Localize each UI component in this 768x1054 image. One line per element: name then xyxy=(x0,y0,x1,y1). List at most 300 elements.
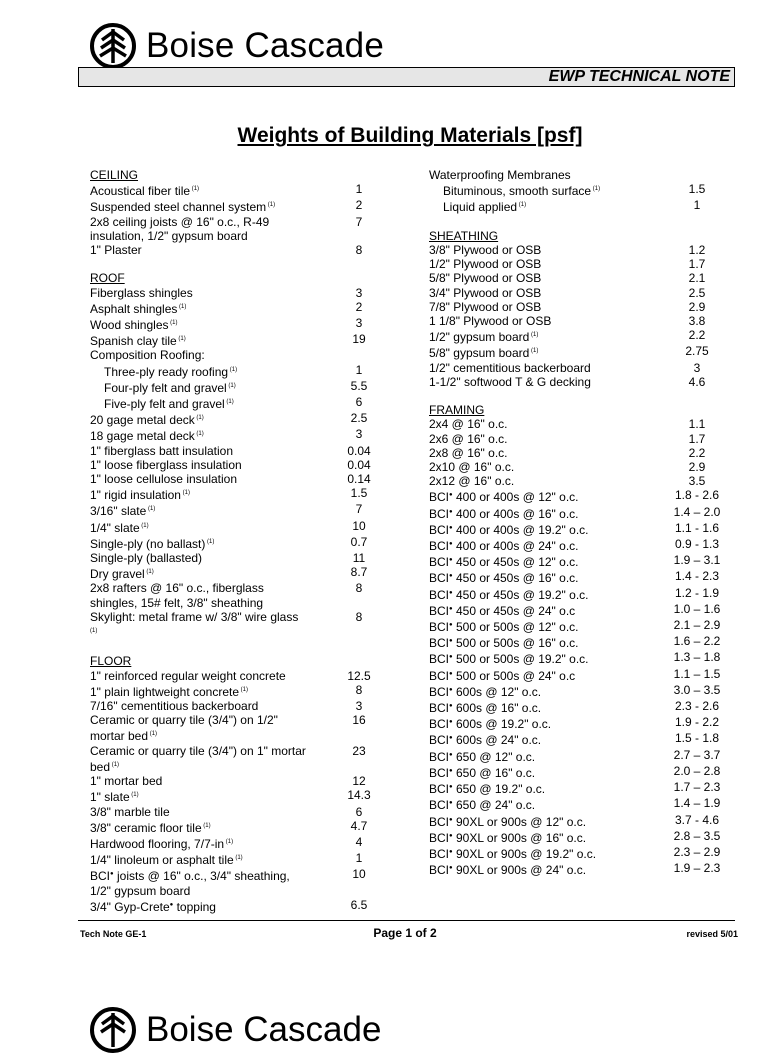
material-name xyxy=(429,271,644,285)
footnote-marker: (1) xyxy=(129,792,139,799)
material-name xyxy=(90,669,320,683)
material-label: BCI xyxy=(429,733,450,748)
section-heading: CEILING xyxy=(90,168,139,182)
material-row xyxy=(429,198,729,214)
material-name xyxy=(90,444,320,458)
material-row xyxy=(90,427,386,443)
material-label: Fiberglass shingles xyxy=(90,285,193,300)
material-row xyxy=(429,474,729,488)
weight-value: 3.5 xyxy=(688,474,706,489)
material-row xyxy=(90,411,386,427)
footnote-marker: (1) xyxy=(517,202,527,209)
material-name xyxy=(90,427,320,443)
weight-value: 1.6 – 2.2 xyxy=(673,634,721,649)
material-name xyxy=(90,411,320,427)
material-row xyxy=(429,861,729,877)
section-heading: FLOOR xyxy=(90,654,132,669)
page-title: Weights of Building Materials [psf] xyxy=(237,124,583,147)
material-row xyxy=(429,780,729,796)
material-label: BCI xyxy=(429,668,450,683)
material-row xyxy=(90,713,386,727)
material-label-suffix: 500 or 500s @ 16" o.c. xyxy=(452,636,579,651)
material-label-suffix: 90XL or 900s @ 19.2" o.c. xyxy=(452,846,597,861)
material-name xyxy=(429,829,644,845)
material-name xyxy=(90,581,320,595)
footnote-marker: (1) xyxy=(591,186,601,193)
material-name xyxy=(429,553,644,569)
material-label: BCI xyxy=(429,539,450,554)
material-name xyxy=(90,565,320,581)
material-name xyxy=(429,569,644,585)
weight-value: 3 xyxy=(355,316,363,331)
section-heading: ROOF xyxy=(90,271,125,286)
material-label: insulation, 1/2" gypsum board xyxy=(90,228,248,243)
weight-value: 1.7 – 2.3 xyxy=(673,780,721,795)
weight-value: 4.6 xyxy=(688,374,706,389)
material-name xyxy=(90,851,320,867)
weight-value: 10 xyxy=(352,518,366,533)
material-label-suffix: 500 or 500s @ 24" o.c xyxy=(452,668,576,683)
material-label: 2x8 ceiling joists @ 16" o.c., R-49 xyxy=(90,214,270,229)
spacer xyxy=(90,257,386,271)
material-label: Spanish clay tile xyxy=(90,334,177,349)
material-name xyxy=(90,819,320,835)
brand-name: Boise Cascade xyxy=(146,1010,382,1049)
weight-value: 2.9 xyxy=(688,299,706,314)
material-label: BCI xyxy=(429,506,450,521)
material-name xyxy=(429,586,644,602)
material-row xyxy=(90,332,386,348)
material-name xyxy=(429,667,644,683)
material-row xyxy=(429,553,729,569)
registered-bullet-icon: ● xyxy=(449,800,453,807)
weight-value: 2.2 xyxy=(688,445,706,460)
material-label: 1-1/2" softwood T & G decking xyxy=(429,374,591,389)
material-row xyxy=(90,182,386,198)
material-label: 2x8 @ 16" o.c. xyxy=(429,445,508,460)
material-label-suffix: 600s @ 16" o.c. xyxy=(452,701,542,716)
weight-value: 1 xyxy=(693,198,701,213)
material-label: BCI xyxy=(429,522,450,537)
material-label: 2x8 rafters @ 16" o.c., fiberglass xyxy=(90,581,264,596)
material-name xyxy=(429,474,644,488)
material-name xyxy=(90,486,320,502)
material-label: 1" slate xyxy=(90,790,130,805)
material-label: 1" mortar bed xyxy=(90,774,163,789)
brand-logo xyxy=(90,22,384,70)
registered-bullet-icon: ● xyxy=(449,784,453,791)
registered-bullet-icon: ● xyxy=(449,832,453,839)
weight-value: 2 xyxy=(355,198,363,213)
material-row xyxy=(90,898,386,914)
material-label: BCI xyxy=(429,652,450,667)
section-heading: FRAMING xyxy=(429,403,485,418)
material-row xyxy=(90,444,386,458)
footnote-marker: (1) xyxy=(148,731,158,738)
material-label: 1/2" gypsum board xyxy=(429,330,530,345)
footnote-marker: (1) xyxy=(233,855,243,862)
material-row xyxy=(429,460,729,474)
weight-value: 1.5 - 1.8 xyxy=(674,731,720,746)
material-row xyxy=(90,581,386,595)
material-label-suffix: 650 @ 16" o.c. xyxy=(452,765,536,780)
tree-logo-icon xyxy=(90,23,136,69)
weight-value: 1.9 - 2.2 xyxy=(674,715,720,730)
material-row xyxy=(90,198,386,214)
material-name xyxy=(429,446,644,460)
material-name xyxy=(90,713,320,727)
registered-bullet-icon: ● xyxy=(449,524,453,531)
material-label: BCI xyxy=(429,814,450,829)
brand-logo-next-page xyxy=(90,1006,381,1054)
registered-bullet-icon: ● xyxy=(449,589,453,596)
registered-bullet-icon: ● xyxy=(449,670,453,677)
material-row xyxy=(90,884,386,898)
material-name xyxy=(90,596,320,610)
weight-value: 0.9 - 1.3 xyxy=(674,537,720,552)
material-row xyxy=(90,596,386,610)
material-label: 3/4" Plywood or OSB xyxy=(429,285,542,300)
material-label: 2x4 @ 16" o.c. xyxy=(429,417,508,432)
material-name xyxy=(429,521,644,537)
material-row xyxy=(429,829,729,845)
material-row xyxy=(429,634,729,650)
material-label: BCI xyxy=(429,749,450,764)
material-label: BCI xyxy=(429,798,450,813)
material-name xyxy=(429,764,644,780)
weight-value: 1.4 - 2.3 xyxy=(674,569,720,584)
material-row xyxy=(429,300,729,314)
material-label: 1/4" slate xyxy=(90,520,140,535)
footnote-marker: (1) xyxy=(226,382,236,389)
tree-logo-icon xyxy=(90,1007,136,1053)
material-row xyxy=(90,669,386,683)
material-name xyxy=(429,417,644,431)
material-label: 2x6 @ 16" o.c. xyxy=(429,431,508,446)
weight-value: 2.3 - 2.6 xyxy=(674,699,720,714)
material-label: Waterproofing Membranes xyxy=(429,168,571,182)
weight-value: 1.5 xyxy=(688,182,706,197)
material-row xyxy=(90,819,386,835)
material-row xyxy=(429,618,729,634)
material-row xyxy=(429,243,729,257)
material-label: bed xyxy=(90,759,111,774)
material-label: mortar bed xyxy=(90,729,149,744)
material-row xyxy=(90,286,386,300)
material-name xyxy=(429,796,644,812)
weight-value: 4.7 xyxy=(350,818,368,833)
material-name xyxy=(90,316,320,332)
material-label: BCI xyxy=(429,555,450,570)
registered-bullet-icon: ● xyxy=(449,622,453,629)
weight-value: 1.9 – 2.3 xyxy=(673,861,721,876)
footnote-marker: (1) xyxy=(529,348,539,355)
material-name xyxy=(90,348,320,362)
material-name xyxy=(429,314,644,328)
weight-value: 2.1 – 2.9 xyxy=(673,618,721,633)
material-row xyxy=(429,748,729,764)
material-row xyxy=(429,446,729,460)
material-row xyxy=(90,519,386,535)
material-name xyxy=(429,328,644,344)
weight-value: 3.0 – 3.5 xyxy=(673,682,721,697)
material-row xyxy=(90,243,386,257)
material-name xyxy=(90,867,320,883)
material-label: Dry gravel xyxy=(90,567,145,582)
material-name xyxy=(90,683,320,699)
material-label: shingles, 15# felt, 3/8" sheathing xyxy=(90,595,264,610)
material-label-suffix: 650 @ 12" o.c. xyxy=(452,749,536,764)
weight-value: 19 xyxy=(352,332,366,347)
spacer xyxy=(90,640,386,654)
registered-bullet-icon: ● xyxy=(449,492,453,499)
material-label: Asphalt shingles xyxy=(90,301,178,316)
material-label: 5/8" Plywood or OSB xyxy=(429,271,542,286)
material-row xyxy=(429,168,729,182)
spacer xyxy=(429,215,729,229)
weight-value: 1.1 – 1.5 xyxy=(673,666,721,681)
registered-bullet-icon: ● xyxy=(449,557,453,564)
weight-value: 12 xyxy=(352,774,366,789)
material-name xyxy=(90,458,320,472)
material-name xyxy=(429,748,644,764)
material-label: 1" fiberglass batt insulation xyxy=(90,443,234,458)
material-row xyxy=(90,683,386,699)
material-row xyxy=(90,565,386,581)
footnote-marker: (1) xyxy=(266,202,276,209)
material-name xyxy=(429,861,644,877)
weight-value: 3.8 xyxy=(688,314,706,329)
weight-value: 6 xyxy=(355,804,363,819)
material-label: 3/4" Gyp-Crete xyxy=(90,899,170,914)
weight-value: 0.04 xyxy=(347,457,371,472)
material-row xyxy=(429,182,729,198)
material-label: BCI xyxy=(429,684,450,699)
weight-value: 1 xyxy=(355,362,363,377)
material-label-suffix: 400 or 400s @ 19.2" o.c. xyxy=(452,522,589,537)
material-name xyxy=(90,610,320,624)
material-label: 3/8" marble tile xyxy=(90,804,170,819)
material-label: Ceramic or quarry tile (3/4") on 1" mortar xyxy=(90,743,306,758)
weight-value: 1 xyxy=(355,182,363,197)
weight-value: 3 xyxy=(355,285,363,300)
material-name xyxy=(429,300,644,314)
material-label: BCI xyxy=(429,717,450,732)
material-label: 1/2" cementitious backerboard xyxy=(429,360,591,375)
registered-bullet-icon: ● xyxy=(449,541,453,548)
weight-value: 2.5 xyxy=(688,285,706,300)
material-label: Three-ply ready roofing xyxy=(104,364,229,379)
weight-value: 1.0 – 1.6 xyxy=(673,601,721,616)
weight-value: 4 xyxy=(355,834,363,849)
material-label: 1/2" gypsum board xyxy=(90,883,191,898)
weight-value: 1.4 – 1.9 xyxy=(673,796,721,811)
footnote-marker: (1) xyxy=(180,490,190,497)
material-label: BCI xyxy=(429,636,450,651)
material-label-suffix: 600s @ 24" o.c. xyxy=(452,733,542,748)
material-label: 18 gage metal deck xyxy=(90,429,195,444)
weight-value: 1.4 – 2.0 xyxy=(673,504,721,519)
material-name xyxy=(90,519,320,535)
material-row xyxy=(429,845,729,861)
weight-value: 2.5 xyxy=(350,411,368,426)
material-name xyxy=(90,182,320,198)
footnote-marker: (1) xyxy=(177,303,187,310)
material-name xyxy=(90,215,320,229)
material-row xyxy=(90,486,386,502)
material-label-suffix: 600s @ 19.2" o.c. xyxy=(452,717,552,732)
material-label: BCI xyxy=(429,701,450,716)
material-label: 5/8" gypsum board xyxy=(429,346,530,361)
brand-name: Boise Cascade xyxy=(146,26,385,65)
material-name xyxy=(429,813,644,829)
material-row xyxy=(429,731,729,747)
footnote-marker-row xyxy=(90,624,386,640)
material-row xyxy=(90,458,386,472)
material-name xyxy=(90,774,320,788)
material-name xyxy=(90,363,334,379)
material-label: BCI xyxy=(429,603,450,618)
material-row xyxy=(429,314,729,328)
footnote-marker: (1) xyxy=(239,686,249,693)
material-row xyxy=(90,535,386,551)
weight-value: 23 xyxy=(352,743,366,758)
material-name xyxy=(90,300,320,316)
material-name xyxy=(90,502,320,518)
material-row xyxy=(90,788,386,804)
material-row xyxy=(429,650,729,666)
material-name xyxy=(90,884,320,898)
footnote-marker: (1) xyxy=(144,569,154,576)
registered-bullet-icon: ● xyxy=(449,703,453,710)
material-row xyxy=(429,271,729,285)
footnote-marker: (1) xyxy=(224,399,234,406)
material-label: BCI xyxy=(429,490,450,505)
material-label-suffix: 500 or 500s @ 19.2" o.c. xyxy=(452,652,589,667)
material-row xyxy=(90,395,386,411)
spacer xyxy=(429,389,729,403)
material-name xyxy=(429,650,644,666)
weight-value: 6 xyxy=(355,395,363,410)
weight-value: 8.7 xyxy=(350,565,368,580)
material-row xyxy=(90,348,386,362)
weight-value: 0.04 xyxy=(347,443,371,458)
footnote-marker: (1) xyxy=(529,332,539,339)
material-row xyxy=(90,229,386,243)
weight-value: 1.1 xyxy=(688,417,706,432)
material-label: Five-ply felt and gravel xyxy=(104,397,225,412)
weight-value: 1.2 - 1.9 xyxy=(674,585,720,600)
material-label-suffix: topping xyxy=(173,899,216,914)
material-label: BCI xyxy=(429,587,450,602)
material-label-suffix: 400 or 400s @ 24" o.c. xyxy=(452,539,579,554)
material-row xyxy=(90,363,386,379)
material-label: 1" reinforced regular weight concrete xyxy=(90,668,286,683)
material-label: BCI xyxy=(90,869,111,884)
material-name xyxy=(429,537,644,553)
material-label: Acoustical fiber tile xyxy=(90,184,191,199)
weight-value: 6.5 xyxy=(350,897,368,912)
weight-value: 14.3 xyxy=(347,788,371,803)
material-row xyxy=(90,379,386,395)
material-row xyxy=(429,602,729,618)
material-name xyxy=(90,379,334,395)
registered-bullet-icon: ● xyxy=(449,654,453,661)
footnote-marker: (1) xyxy=(228,366,238,373)
material-label: 2x12 @ 16" o.c. xyxy=(429,474,515,489)
material-label: Ceramic or quarry tile (3/4") on 1/2" xyxy=(90,713,278,728)
material-row xyxy=(90,472,386,486)
material-row xyxy=(90,610,386,624)
weight-value: 3 xyxy=(693,360,701,375)
material-row xyxy=(429,417,729,431)
weight-value: 8 xyxy=(355,682,363,697)
material-row xyxy=(429,328,729,344)
material-label: BCI xyxy=(429,863,450,878)
weight-value: 1.5 xyxy=(350,486,368,501)
material-label: 1/4" linoleum or asphalt tile xyxy=(90,853,234,868)
material-name xyxy=(429,845,644,861)
material-label: 1" Plaster xyxy=(90,243,142,258)
weight-value: 3 xyxy=(355,427,363,442)
material-name xyxy=(90,805,320,819)
material-row xyxy=(90,805,386,819)
weight-value: 2.2 xyxy=(688,328,706,343)
material-label: Bituminous, smooth surface xyxy=(443,184,592,199)
weight-value: 5.5 xyxy=(350,378,368,393)
footnote-marker: (1) xyxy=(176,336,186,343)
material-label: 3/16" slate xyxy=(90,504,147,519)
material-name xyxy=(429,286,644,300)
material-name xyxy=(429,780,644,796)
weight-value: 1.1 - 1.6 xyxy=(674,520,720,535)
material-name xyxy=(90,758,320,774)
material-name xyxy=(90,898,320,914)
material-label: BCI xyxy=(429,620,450,635)
weight-value: 2 xyxy=(355,299,363,314)
material-label: 2x10 @ 16" o.c. xyxy=(429,460,515,475)
material-label: 1" loose cellulose insulation xyxy=(90,472,238,487)
material-row xyxy=(429,432,729,446)
material-label-suffix: 450 or 450s @ 19.2" o.c. xyxy=(452,587,589,602)
footnote-marker: (1) xyxy=(205,538,215,545)
material-name xyxy=(429,602,644,618)
material-name xyxy=(90,744,320,758)
registered-bullet-icon: ● xyxy=(449,605,453,612)
registered-bullet-icon: ● xyxy=(449,751,453,758)
material-name xyxy=(429,715,644,731)
material-label: 1" plain lightweight concrete xyxy=(90,684,240,699)
material-row xyxy=(90,758,386,774)
footnote-marker: (1) xyxy=(110,761,120,768)
material-row xyxy=(90,699,386,713)
material-label: 1" rigid insulation xyxy=(90,488,181,503)
material-label-suffix: 650 @ 19.2" o.c. xyxy=(452,782,546,797)
material-label-suffix: 400 or 400s @ 12" o.c. xyxy=(452,490,579,505)
material-row xyxy=(429,344,729,360)
material-row xyxy=(429,569,729,585)
material-row xyxy=(90,551,386,565)
material-name xyxy=(90,395,334,411)
footnote-marker: (1) xyxy=(201,822,211,829)
weight-value: 12.5 xyxy=(347,668,371,683)
material-label: 20 gage metal deck xyxy=(90,413,195,428)
weight-value: 1.9 – 3.1 xyxy=(673,553,721,568)
weight-value: 8 xyxy=(355,609,363,624)
material-label: 1/2" Plywood or OSB xyxy=(429,257,542,272)
material-label: BCI xyxy=(429,765,450,780)
right-column xyxy=(429,168,729,877)
